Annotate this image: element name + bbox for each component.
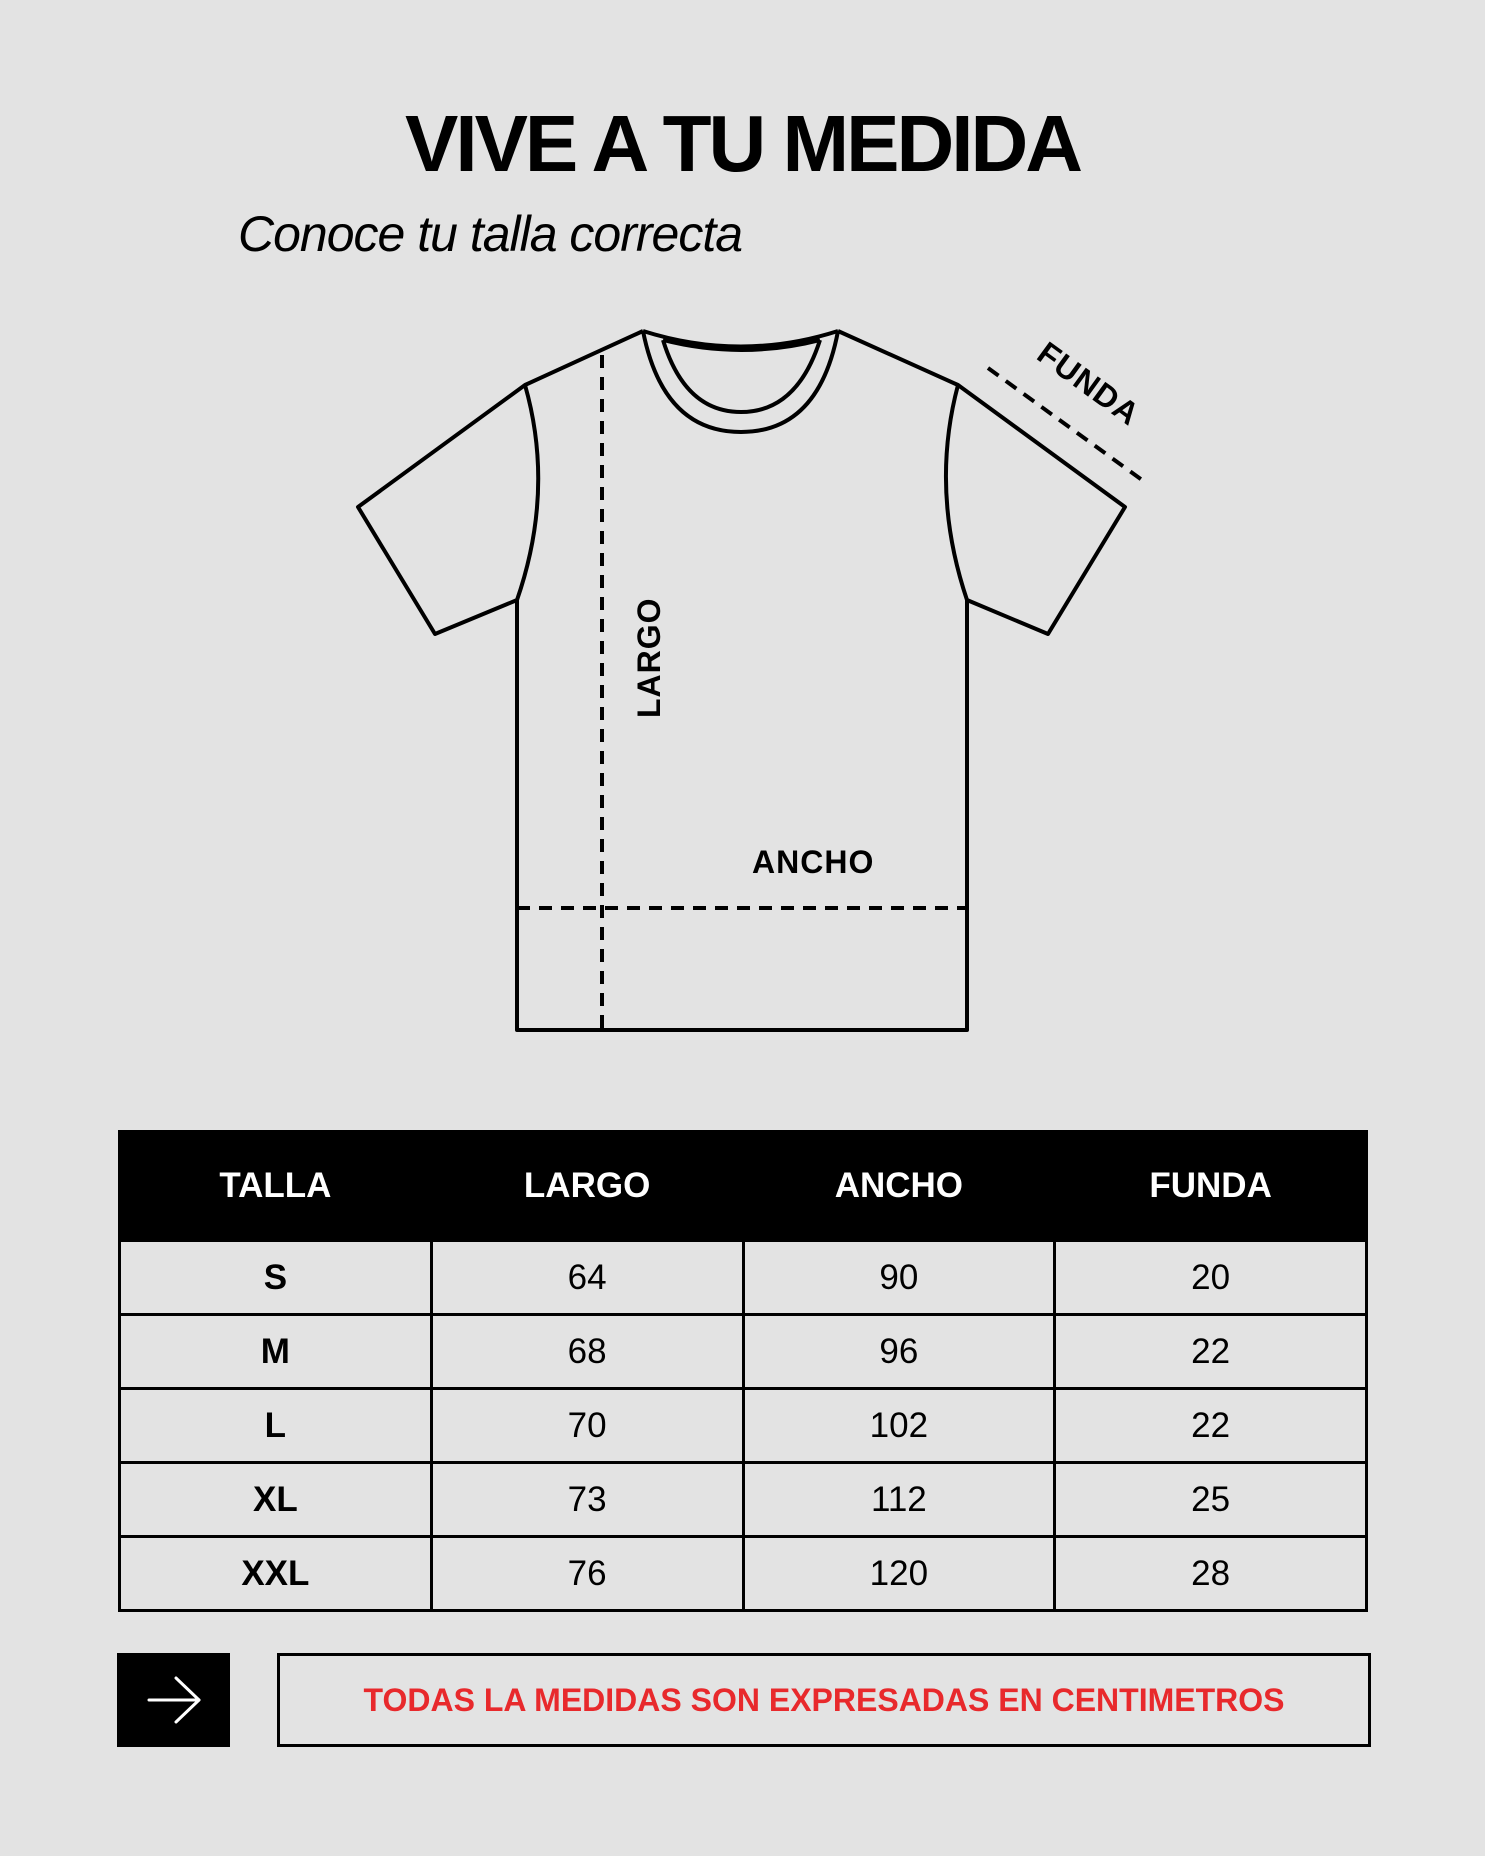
ancho-cell: 90 [743,1241,1055,1315]
header-largo: LARGO [431,1132,743,1241]
table-row [120,1241,1367,1315]
length-label: LARGO [631,597,667,718]
size-cell: M [120,1315,432,1389]
header-funda: FUNDA [1055,1132,1367,1241]
table-header-row [120,1132,1367,1241]
units-note-text: TODAS LA MEDIDAS SON EXPRESADAS EN CENTIMETROS [363,1681,1285,1718]
size-cell: L [120,1389,432,1463]
funda-cell: 20 [1055,1241,1367,1315]
size-cell: XXL [120,1537,432,1611]
funda-cell: 28 [1055,1537,1367,1611]
size-cell: S [120,1241,432,1315]
page-subtitle: Conoce tu talla correcta [238,206,743,262]
funda-cell: 22 [1055,1315,1367,1389]
arrow-button [117,1653,230,1747]
ancho-cell: 112 [743,1463,1055,1537]
ancho-cell: 120 [743,1537,1055,1611]
header-ancho: ANCHO [743,1132,1055,1241]
measure-lines [517,355,1142,1032]
header-talla: TALLA [120,1132,432,1241]
table-row [120,1315,1367,1389]
largo-cell: 68 [431,1315,743,1389]
largo-cell: 73 [431,1463,743,1537]
funda-cell: 25 [1055,1463,1367,1537]
width-label: ANCHO [752,844,875,880]
largo-cell: 70 [431,1389,743,1463]
table-row [120,1463,1367,1537]
largo-cell: 64 [431,1241,743,1315]
table-row [120,1389,1367,1463]
sleeve-label: FUNDA [1030,334,1147,433]
tshirt-outline [358,331,1125,1030]
tshirt-diagram [0,300,1485,1060]
table-row [120,1537,1367,1611]
arrow-right-icon [145,1675,203,1725]
ancho-cell: 96 [743,1315,1055,1389]
size-table [118,1130,1368,1612]
size-cell: XL [120,1463,432,1537]
largo-cell: 76 [431,1537,743,1611]
ancho-cell: 102 [743,1389,1055,1463]
page-title: VIVE A TU MEDIDA [404,99,1080,188]
funda-cell: 22 [1055,1389,1367,1463]
units-note [277,1653,1371,1747]
